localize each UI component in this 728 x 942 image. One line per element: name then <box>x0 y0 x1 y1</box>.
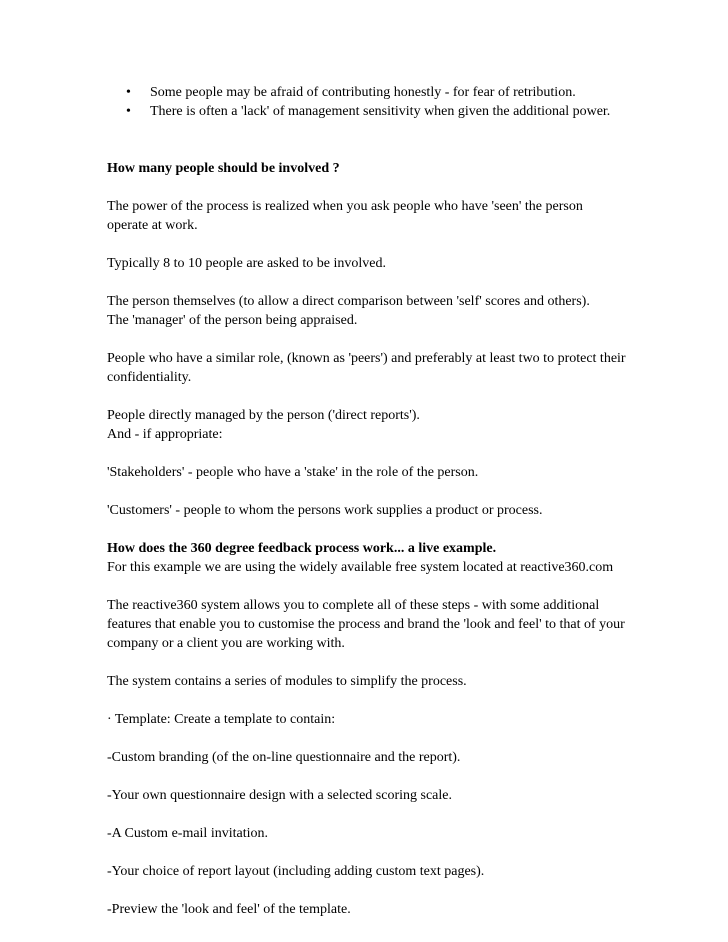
paragraph-line: The 'manager' of the person being appraised. <box>107 313 358 328</box>
list-item: -Custom branding (of the on-line questionnaire and the report). <box>107 750 461 765</box>
paragraph: For this example we are using the widely available free system located at reactive360.com <box>107 560 614 575</box>
paragraph: 'Customers' - people to whom the persons work supplies a product or process. <box>107 503 543 518</box>
list-item: -Preview the 'look and feel' of the template. <box>107 902 351 917</box>
bullet-item <box>107 83 627 102</box>
list-item: -Your choice of report layout (including adding custom text pages). <box>107 864 485 879</box>
paragraph: The power of the process is realized when you ask people who have 'seen' the person operate at work. <box>107 199 583 233</box>
bullet-icon: • <box>126 104 131 119</box>
paragraph-line: And - if appropriate: <box>107 427 223 442</box>
paragraph-line: The person themselves (to allow a direct comparison between 'self' scores and others). <box>107 294 590 309</box>
section-heading: How many people should be involved ? <box>107 161 340 176</box>
section-heading: How does the 360 degree feedback process work... a live example. <box>107 541 497 556</box>
paragraph: Typically 8 to 10 people are asked to be involved. <box>107 256 386 271</box>
paragraph: The reactive360 system allows you to complete all of these steps - with some additional features that enable you to customise the process and brand the 'look and feel' to that of your company or a client you are working with. <box>107 598 625 651</box>
bullet-text: Some people may be afraid of contributing honestly - for fear of retribution. <box>150 85 576 100</box>
template-line: · Template: Create a template to contain: <box>107 712 336 727</box>
bullet-text: There is often a 'lack' of management sensitivity when given the additional power. <box>150 104 611 119</box>
paragraph: 'Stakeholders' - people who have a 'stake' in the role of the person. <box>107 465 479 480</box>
bullet-item <box>107 102 627 121</box>
bullet-list <box>107 83 627 121</box>
document-body <box>107 83 627 919</box>
list-item: -Your own questionnaire design with a selected scoring scale. <box>107 788 452 803</box>
paragraph: People who have a similar role, (known as 'peers') and preferably at least two to protect their confidentiality. <box>107 351 626 385</box>
bullet-icon: • <box>126 85 131 100</box>
paragraph-line: People directly managed by the person ('direct reports'). <box>107 408 420 423</box>
list-item: -A Custom e-mail invitation. <box>107 826 268 841</box>
paragraph: The system contains a series of modules to simplify the process. <box>107 674 467 689</box>
